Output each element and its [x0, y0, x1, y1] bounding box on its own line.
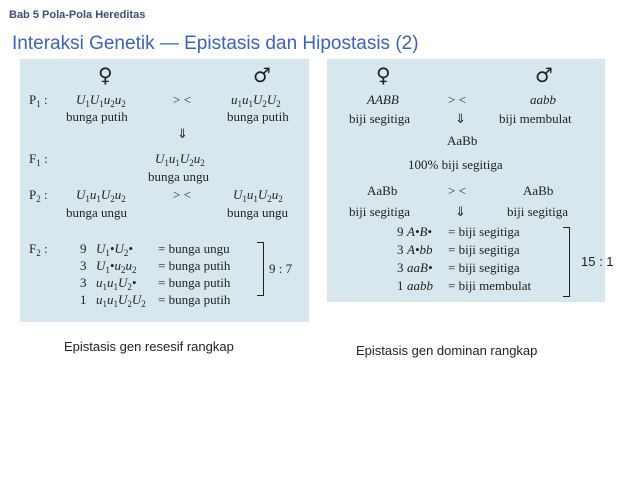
f1-label: $F_1$ :	[29, 151, 48, 168]
p2-male-genotype: $U_1u_1U_2u_2$	[233, 187, 283, 204]
f2-genotype: A•bb	[407, 242, 433, 257]
recessive-epistasis-figure	[20, 59, 309, 322]
p2-male-genotype: AaBb	[523, 183, 554, 198]
p1-female-genotype: AABB	[367, 92, 399, 107]
cross-symbol: > <	[448, 183, 466, 198]
f2-phenotype: = bunga putih	[158, 292, 231, 307]
f1-phenotype: bunga ungu	[148, 169, 210, 184]
f2-phenotype: = biji segitiga	[448, 224, 520, 239]
f2-count: 3	[397, 242, 404, 257]
f2-bracket	[563, 227, 570, 297]
dominant-epistasis-figure	[327, 59, 605, 302]
female-symbol: ♀	[98, 63, 113, 87]
cross-symbol: > <	[173, 187, 191, 202]
f2-genotype: aabb	[407, 278, 433, 293]
p1-female-phenotype: bunga putih	[66, 109, 128, 124]
right-caption: Epistasis gen dominan rangkap	[356, 343, 538, 358]
p2-female-phenotype: biji segitiga	[349, 204, 411, 219]
p2-male-phenotype: bunga ungu	[227, 205, 289, 220]
f2-count: 9	[397, 224, 404, 239]
p2-female-genotype: $U_1u_1U_2u_2$	[76, 187, 126, 204]
f2-phenotype: = biji membulat	[448, 278, 532, 293]
down-arrow: ⇓	[177, 126, 188, 141]
f2-phenotype: = bunga ungu	[158, 241, 230, 256]
p1-label: $P_1$ :	[29, 92, 48, 109]
f2-count: 1	[80, 292, 87, 307]
f2-genotype: A•B•	[407, 224, 432, 239]
p2-label: $P_2$ :	[29, 187, 48, 204]
male-symbol: ♂	[535, 63, 553, 87]
down-arrow: ⇓	[455, 111, 466, 126]
chapter-label: Bab 5 Pola-Pola Hereditas	[9, 9, 146, 21]
cross-symbol: > <	[448, 92, 466, 107]
f2-ratio: 15 : 1	[581, 254, 614, 269]
f2-bracket	[257, 242, 264, 296]
p1-female-phenotype: biji segitiga	[349, 111, 411, 126]
f2-count: 1	[397, 278, 404, 293]
f2-count: 9	[80, 241, 87, 256]
f2-phenotype: = bunga putih	[158, 258, 231, 273]
f2-count: 3	[397, 260, 404, 275]
f2-count: 3	[80, 258, 87, 273]
p1-male-phenotype: bunga putih	[227, 109, 289, 124]
p1-male-phenotype: biji membulat	[499, 111, 572, 126]
p1-male-genotype: aabb	[530, 92, 556, 107]
f2-genotype: $U_1•u_2u_2$	[96, 258, 137, 275]
f1-genotype: AaBb	[447, 133, 478, 148]
f2-count: 3	[80, 275, 87, 290]
p2-male-phenotype: biji segitiga	[507, 204, 569, 219]
female-symbol: ♀	[376, 63, 391, 87]
f2-label: $F_2$ :	[29, 241, 48, 258]
f2-genotype: $u_1u_1U_2U_2$	[96, 292, 146, 309]
f2-phenotype: = biji segitiga	[448, 242, 520, 257]
left-caption: Epistasis gen resesif rangkap	[64, 339, 234, 354]
p1-male-genotype: $u_1u_1U_2U_2$	[231, 92, 281, 109]
p2-female-phenotype: bunga ungu	[66, 205, 128, 220]
f2-phenotype: = bunga putih	[158, 275, 231, 290]
slide-title: Interaksi Genetik — Epistasis dan Hipostasis (2)	[12, 33, 419, 54]
down-arrow: ⇓	[455, 204, 466, 219]
male-symbol: ♂	[253, 63, 271, 87]
f2-genotype: $u_1u_1U_2•$	[96, 275, 137, 292]
p2-female-genotype: AaBb	[367, 183, 398, 198]
f2-genotype: aaB•	[407, 260, 433, 275]
f2-genotype: $U_1•U_2•$	[96, 241, 133, 258]
f1-genotype: $U_1u_1U_2u_2$	[155, 151, 205, 168]
f2-ratio: 9 : 7	[269, 261, 293, 276]
f2-phenotype: = biji segitiga	[448, 260, 520, 275]
f1-phenotype: 100% biji segitiga	[408, 157, 503, 172]
p1-female-genotype: $U_1U_1u_2u_2$	[76, 92, 126, 109]
cross-symbol: > <	[173, 92, 191, 107]
